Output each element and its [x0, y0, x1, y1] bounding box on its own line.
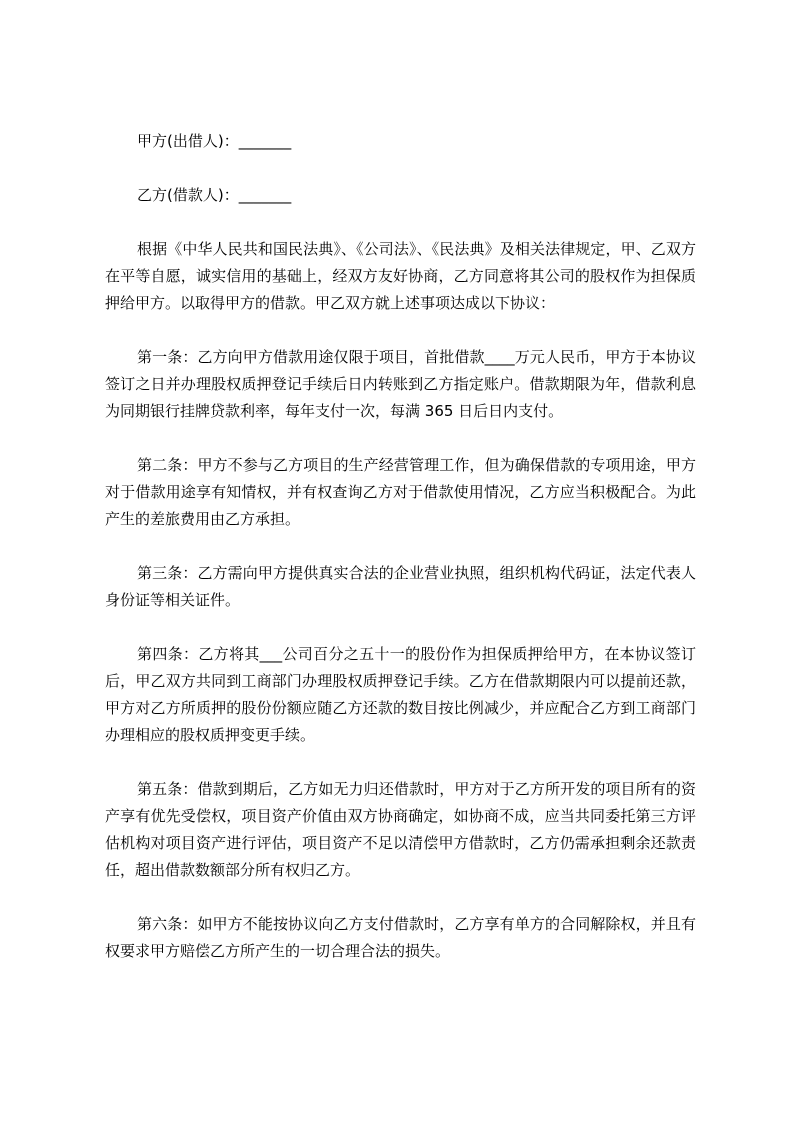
article-1: 第一条：乙方向甲方借款用途仅限于项目，首批借款____万元人民币，甲方于本协议签订之日并办理股权质押登记手续后日内转账到乙方指定账户。借款期限为年，借款利息为同期银行挂牌贷款利率，每年支付一次，每满 365 日后日内支付。 [105, 348, 696, 420]
document-body [105, 128, 696, 965]
party-b-line: 乙方(借款人)：_______ [137, 186, 292, 204]
article-5: 第五条：借款到期后，乙方如无力归还借款时，甲方对于乙方所开发的项目所有的资产享有优先受偿权，项目资产价值由双方协商确定，如协商不成，应当共同委托第三方评估机构对项目资产进行评估，项目资产不足以清偿甲方借款时，乙方仍需承担剩余还款责任，超出借款数额部分所有权归乙方。 [105, 780, 696, 879]
article-2: 第二条：甲方不参与乙方项目的生产经营管理工作，但为确保借款的专项用途，甲方对于借款用途享有知情权，并有权查询乙方对于借款使用情况，乙方应当积极配合。为此产生的差旅费用由乙方承担。 [105, 456, 696, 528]
party-a-line: 甲方(出借人)：_______ [137, 132, 292, 150]
article-3: 第三条：乙方需向甲方提供真实合法的企业营业执照，组织机构代码证，法定代表人身份证等相关证件。 [105, 564, 696, 609]
intro-paragraph: 根据《中华人民共和国民法典》、《公司法》、《民法典》及相关法律规定，甲、乙双方在平等自愿，诚实信用的基础上，经双方友好协商，乙方同意将其公司的股权作为担保质押给甲方。以取得甲方的借款。甲乙双方就上述事项达成以下协议： [105, 240, 696, 312]
article-6: 第六条：如甲方不能按协议向乙方支付借款时，乙方享有单方的合同解除权，并且有权要求甲方赔偿乙方所产生的一切合理合法的损失。 [105, 915, 696, 960]
article-4: 第四条：乙方将其___公司百分之五十一的股份作为担保质押给甲方，在本协议签订后，甲乙双方共同到工商部门办理股权质押登记手续。乙方在借款期限内可以提前还款，甲方对乙方所质押的股份份额应随乙方还款的数目按比例减少，并应配合乙方到工商部门办理相应的股权质押变更手续。 [105, 645, 696, 744]
